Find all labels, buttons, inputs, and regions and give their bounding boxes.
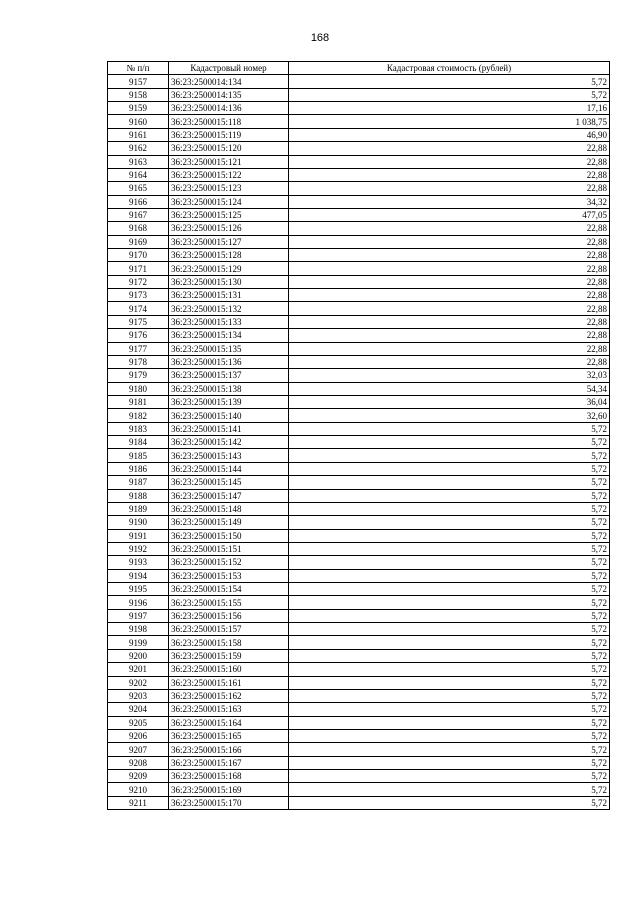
cadastral-value-cell: 5,72 [289, 729, 610, 742]
table-row [108, 315, 610, 328]
cadastral-number-cell: 36:23:2500015:134 [169, 329, 289, 342]
cadastral-table [107, 61, 610, 810]
cadastral-number-cell: 36:23:2500015:144 [169, 462, 289, 475]
row-number-cell: 9161 [108, 128, 169, 141]
table-row [108, 542, 610, 555]
cadastral-value-cell: 22,88 [289, 315, 610, 328]
header-row [108, 62, 610, 75]
row-number-cell: 9173 [108, 289, 169, 302]
table-row [108, 556, 610, 569]
row-number-cell: 9174 [108, 302, 169, 315]
cadastral-value-cell: 5,72 [289, 743, 610, 756]
cadastral-number-cell: 36:23:2500015:122 [169, 168, 289, 181]
row-number-cell: 9196 [108, 596, 169, 609]
table-row [108, 743, 610, 756]
cadastral-number-cell: 36:23:2500015:133 [169, 315, 289, 328]
table-row [108, 623, 610, 636]
row-number-cell: 9197 [108, 609, 169, 622]
cadastral-value-cell: 5,72 [289, 783, 610, 796]
row-number-cell: 9168 [108, 222, 169, 235]
cadastral-value-cell: 22,88 [289, 155, 610, 168]
row-number-cell: 9170 [108, 249, 169, 262]
row-number-cell: 9198 [108, 623, 169, 636]
cadastral-value-cell: 5,72 [289, 476, 610, 489]
row-number-cell: 9165 [108, 182, 169, 195]
row-number-cell: 9171 [108, 262, 169, 275]
cadastral-number-cell: 36:23:2500015:124 [169, 195, 289, 208]
row-number-cell: 9179 [108, 369, 169, 382]
table-row [108, 329, 610, 342]
table-row [108, 128, 610, 141]
cadastral-number-cell: 36:23:2500015:154 [169, 583, 289, 596]
table-row [108, 676, 610, 689]
cadastral-value-cell: 36,04 [289, 395, 610, 408]
cadastral-number-cell: 36:23:2500015:164 [169, 716, 289, 729]
cadastral-number-cell: 36:23:2500015:151 [169, 542, 289, 555]
cadastral-number-cell: 36:23:2500015:145 [169, 476, 289, 489]
row-number-cell: 9200 [108, 649, 169, 662]
row-number-cell: 9207 [108, 743, 169, 756]
table-row [108, 75, 610, 88]
cadastral-value-cell: 5,72 [289, 449, 610, 462]
cadastral-value-cell: 22,88 [289, 329, 610, 342]
cadastral-value-cell: 17,16 [289, 102, 610, 115]
row-number-cell: 9189 [108, 502, 169, 515]
cadastral-number-cell: 36:23:2500015:118 [169, 115, 289, 128]
cadastral-value-cell: 5,72 [289, 770, 610, 783]
row-number-cell: 9176 [108, 329, 169, 342]
cadastral-value-cell: 5,72 [289, 596, 610, 609]
cadastral-number-cell: 36:23:2500015:132 [169, 302, 289, 315]
cadastral-value-cell: 5,72 [289, 569, 610, 582]
table-row [108, 289, 610, 302]
row-number-cell: 9185 [108, 449, 169, 462]
row-number-cell: 9202 [108, 676, 169, 689]
table-row [108, 689, 610, 702]
table-row [108, 716, 610, 729]
cadastral-number-cell: 36:23:2500015:157 [169, 623, 289, 636]
row-number-cell: 9178 [108, 355, 169, 368]
cadastral-number-cell: 36:23:2500015:161 [169, 676, 289, 689]
cadastral-value-cell: 477,05 [289, 208, 610, 221]
cadastral-number-cell: 36:23:2500015:137 [169, 369, 289, 382]
cadastral-value-cell: 1 038,75 [289, 115, 610, 128]
row-number-cell: 9205 [108, 716, 169, 729]
row-number-cell: 9210 [108, 783, 169, 796]
table-row [108, 770, 610, 783]
table-row [108, 516, 610, 529]
row-number-cell: 9177 [108, 342, 169, 355]
cadastral-value-cell: 5,72 [289, 516, 610, 529]
cadastral-value-cell: 32,03 [289, 369, 610, 382]
cadastral-number-cell: 36:23:2500014:134 [169, 75, 289, 88]
cadastral-number-cell: 36:23:2500015:153 [169, 569, 289, 582]
table-row [108, 609, 610, 622]
row-number-cell: 9188 [108, 489, 169, 502]
table-row [108, 168, 610, 181]
table-row [108, 382, 610, 395]
cadastral-number-cell: 36:23:2500014:135 [169, 88, 289, 101]
cadastral-value-cell: 5,72 [289, 756, 610, 769]
cadastral-number-cell: 36:23:2500015:158 [169, 636, 289, 649]
cadastral-number-cell: 36:23:2500015:167 [169, 756, 289, 769]
cadastral-value-cell: 5,72 [289, 609, 610, 622]
cadastral-number-cell: 36:23:2500015:156 [169, 609, 289, 622]
row-number-cell: 9206 [108, 729, 169, 742]
cadastral-value-cell: 22,88 [289, 275, 610, 288]
cadastral-value-cell: 5,72 [289, 796, 610, 809]
row-number-cell: 9187 [108, 476, 169, 489]
cadastral-value-cell: 5,72 [289, 676, 610, 689]
cadastral-value-cell: 46,90 [289, 128, 610, 141]
cadastral-value-cell: 5,72 [289, 689, 610, 702]
table-row [108, 195, 610, 208]
table-row [108, 395, 610, 408]
cadastral-number-cell: 36:23:2500015:168 [169, 770, 289, 783]
table-row [108, 275, 610, 288]
table-row [108, 235, 610, 248]
row-number-cell: 9195 [108, 583, 169, 596]
table-row [108, 583, 610, 596]
table-row [108, 222, 610, 235]
cadastral-value-cell: 5,72 [289, 489, 610, 502]
table-row [108, 636, 610, 649]
table-row [108, 409, 610, 422]
cadastral-number-cell: 36:23:2500015:143 [169, 449, 289, 462]
cadastral-value-cell: 5,72 [289, 88, 610, 101]
cadastral-number-cell: 36:23:2500015:150 [169, 529, 289, 542]
row-number-cell: 9163 [108, 155, 169, 168]
cadastral-number-cell: 36:23:2500015:159 [169, 649, 289, 662]
cadastral-number-cell: 36:23:2500015:170 [169, 796, 289, 809]
cadastral-number-cell: 36:23:2500015:140 [169, 409, 289, 422]
cadastral-number-cell: 36:23:2500015:160 [169, 663, 289, 676]
cadastral-number-cell: 36:23:2500015:138 [169, 382, 289, 395]
cadastral-number-cell: 36:23:2500015:162 [169, 689, 289, 702]
table-row [108, 796, 610, 809]
table-row [108, 783, 610, 796]
table-row [108, 502, 610, 515]
cadastral-number-cell: 36:23:2500015:163 [169, 703, 289, 716]
cadastral-value-cell: 22,88 [289, 235, 610, 248]
table-row [108, 249, 610, 262]
row-number-cell: 9199 [108, 636, 169, 649]
row-number-cell: 9193 [108, 556, 169, 569]
cadastral-value-cell: 5,72 [289, 583, 610, 596]
cadastral-number-cell: 36:23:2500015:128 [169, 249, 289, 262]
cadastral-value-cell: 5,72 [289, 502, 610, 515]
table-row [108, 729, 610, 742]
row-number-cell: 9169 [108, 235, 169, 248]
cadastral-number-cell: 36:23:2500015:169 [169, 783, 289, 796]
table-row [108, 208, 610, 221]
page-number: 168 [310, 32, 330, 44]
cadastral-number-cell: 36:23:2500015:120 [169, 142, 289, 155]
table-row [108, 342, 610, 355]
row-number-cell: 9183 [108, 422, 169, 435]
row-number-cell: 9166 [108, 195, 169, 208]
cadastral-number-cell: 36:23:2500015:131 [169, 289, 289, 302]
cadastral-number-cell: 36:23:2500015:119 [169, 128, 289, 141]
row-number-cell: 9159 [108, 102, 169, 115]
cadastral-number-cell: 36:23:2500015:152 [169, 556, 289, 569]
cadastral-number-cell: 36:23:2500015:149 [169, 516, 289, 529]
cadastral-number-cell: 36:23:2500015:147 [169, 489, 289, 502]
cadastral-number-cell: 36:23:2500015:121 [169, 155, 289, 168]
row-number-cell: 9194 [108, 569, 169, 582]
cadastral-number-cell: 36:23:2500015:129 [169, 262, 289, 275]
table-row [108, 462, 610, 475]
row-number-cell: 9209 [108, 770, 169, 783]
cadastral-value-cell: 5,72 [289, 649, 610, 662]
table-row [108, 88, 610, 101]
table-row [108, 182, 610, 195]
cadastral-value-cell: 5,72 [289, 703, 610, 716]
cadastral-number-cell: 36:23:2500015:135 [169, 342, 289, 355]
table-row [108, 355, 610, 368]
cadastral-number-cell: 36:23:2500015:155 [169, 596, 289, 609]
cadastral-value-cell: 22,88 [289, 302, 610, 315]
table-row [108, 142, 610, 155]
cadastral-value-cell: 5,72 [289, 556, 610, 569]
table-row [108, 649, 610, 662]
cadastral-value-cell: 22,88 [289, 342, 610, 355]
row-number-cell: 9191 [108, 529, 169, 542]
row-number-cell: 9186 [108, 462, 169, 475]
row-number-cell: 9175 [108, 315, 169, 328]
row-number-cell: 9172 [108, 275, 169, 288]
header-cadastral-value: Кадастровая стоимость (рублей) [289, 62, 610, 75]
row-number-cell: 9157 [108, 75, 169, 88]
cadastral-value-cell: 22,88 [289, 142, 610, 155]
table-header [108, 62, 610, 75]
table-row [108, 489, 610, 502]
cadastral-value-cell: 22,88 [289, 182, 610, 195]
table-row [108, 422, 610, 435]
cadastral-number-cell: 36:23:2500015:165 [169, 729, 289, 742]
row-number-cell: 9181 [108, 395, 169, 408]
cadastral-number-cell: 36:23:2500015:136 [169, 355, 289, 368]
table-row [108, 569, 610, 582]
cadastral-number-cell: 36:23:2500014:136 [169, 102, 289, 115]
cadastral-value-cell: 5,72 [289, 623, 610, 636]
table-row [108, 756, 610, 769]
row-number-cell: 9160 [108, 115, 169, 128]
cadastral-number-cell: 36:23:2500015:166 [169, 743, 289, 756]
row-number-cell: 9162 [108, 142, 169, 155]
cadastral-value-cell: 5,72 [289, 436, 610, 449]
cadastral-value-cell: 5,72 [289, 636, 610, 649]
cadastral-number-cell: 36:23:2500015:139 [169, 395, 289, 408]
row-number-cell: 9182 [108, 409, 169, 422]
cadastral-number-cell: 36:23:2500015:126 [169, 222, 289, 235]
cadastral-number-cell: 36:23:2500015:125 [169, 208, 289, 221]
cadastral-number-cell: 36:23:2500015:148 [169, 502, 289, 515]
cadastral-value-cell: 32,60 [289, 409, 610, 422]
row-number-cell: 9167 [108, 208, 169, 221]
header-row-number: № п/п [108, 62, 169, 75]
cadastral-value-cell: 22,88 [289, 168, 610, 181]
cadastral-value-cell: 22,88 [289, 355, 610, 368]
table-row [108, 155, 610, 168]
cadastral-value-cell: 5,72 [289, 663, 610, 676]
table-row [108, 115, 610, 128]
cadastral-value-cell: 22,88 [289, 262, 610, 275]
row-number-cell: 9208 [108, 756, 169, 769]
cadastral-value-cell: 34,32 [289, 195, 610, 208]
row-number-cell: 9190 [108, 516, 169, 529]
table-row [108, 703, 610, 716]
table-row [108, 436, 610, 449]
cadastral-number-cell: 36:23:2500015:130 [169, 275, 289, 288]
table-row [108, 529, 610, 542]
row-number-cell: 9164 [108, 168, 169, 181]
cadastral-value-cell: 5,72 [289, 422, 610, 435]
table-row [108, 102, 610, 115]
row-number-cell: 9204 [108, 703, 169, 716]
table-row [108, 449, 610, 462]
cadastral-number-cell: 36:23:2500015:142 [169, 436, 289, 449]
cadastral-value-cell: 5,72 [289, 75, 610, 88]
table-row [108, 476, 610, 489]
cadastral-number-cell: 36:23:2500015:141 [169, 422, 289, 435]
cadastral-value-cell: 5,72 [289, 462, 610, 475]
cadastral-number-cell: 36:23:2500015:127 [169, 235, 289, 248]
cadastral-number-cell: 36:23:2500015:123 [169, 182, 289, 195]
row-number-cell: 9192 [108, 542, 169, 555]
table-row [108, 369, 610, 382]
table-row [108, 596, 610, 609]
row-number-cell: 9211 [108, 796, 169, 809]
table-body [108, 75, 610, 810]
cadastral-value-cell: 22,88 [289, 289, 610, 302]
row-number-cell: 9184 [108, 436, 169, 449]
cadastral-value-cell: 5,72 [289, 529, 610, 542]
row-number-cell: 9158 [108, 88, 169, 101]
table-row [108, 663, 610, 676]
table-row [108, 262, 610, 275]
cadastral-value-cell: 22,88 [289, 249, 610, 262]
cadastral-value-cell: 5,72 [289, 716, 610, 729]
row-number-cell: 9201 [108, 663, 169, 676]
cadastral-value-cell: 22,88 [289, 222, 610, 235]
header-cadastral-number: Кадастровый номер [169, 62, 289, 75]
row-number-cell: 9180 [108, 382, 169, 395]
row-number-cell: 9203 [108, 689, 169, 702]
cadastral-value-cell: 54,34 [289, 382, 610, 395]
cadastral-value-cell: 5,72 [289, 542, 610, 555]
table-row [108, 302, 610, 315]
